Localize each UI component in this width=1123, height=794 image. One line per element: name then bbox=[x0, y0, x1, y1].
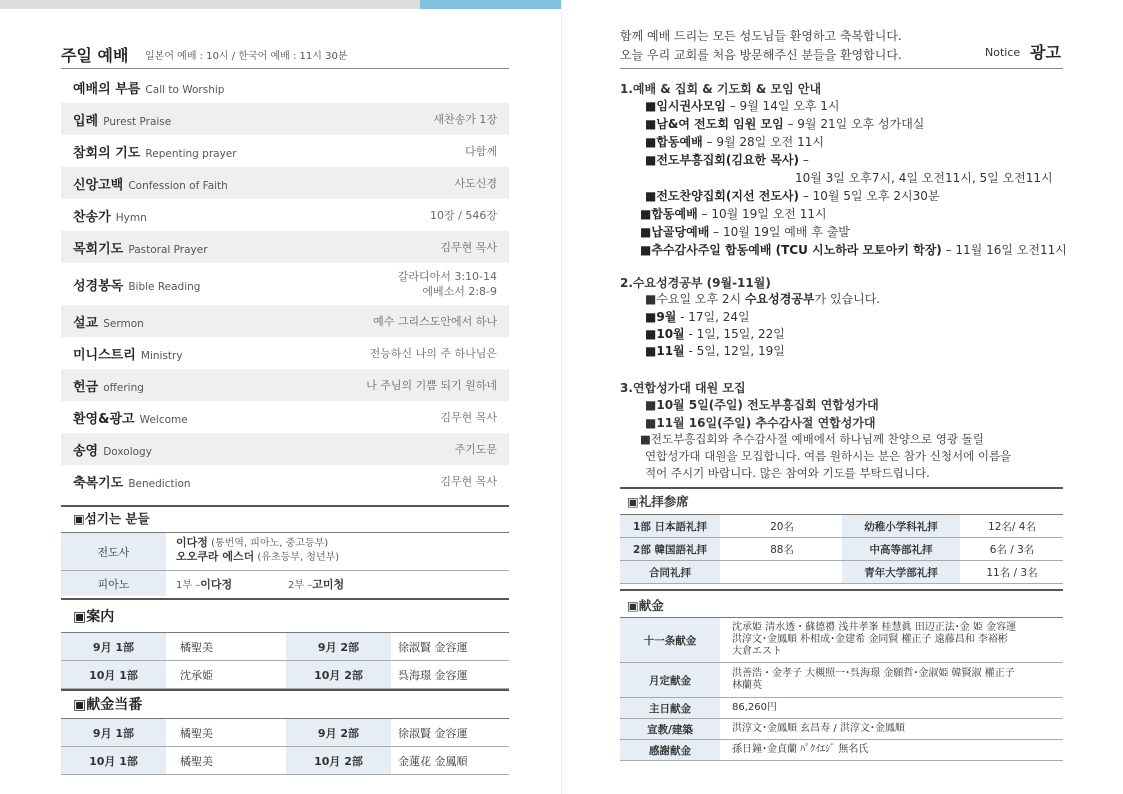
section-1-item-text: – bbox=[799, 153, 809, 167]
order-item-value-line: 예수 그리스도안에서 하나 bbox=[373, 314, 497, 328]
order-item-value-line: 에베소서 2:8-9 bbox=[422, 285, 497, 298]
section-1-item-text: – 10월 19일 오전 11시 bbox=[697, 207, 827, 221]
attendance-cell: 20名 bbox=[770, 520, 794, 533]
order-item-value-line: 김무현 목사 bbox=[440, 240, 497, 254]
donation-names bbox=[726, 618, 1062, 662]
attendance-cell: 11名 / 3名 bbox=[986, 566, 1038, 579]
section-1-item bbox=[640, 223, 850, 240]
order-item-value bbox=[440, 410, 497, 425]
roster-cell-b: 橘聖美 bbox=[180, 640, 213, 654]
worship-title: 주일 예배 bbox=[61, 46, 129, 65]
section-1-item-bold: ■추수감사주일 합동예배 (TCU 시노하라 모토아키 학장) bbox=[640, 243, 942, 257]
section-1-item-text: – 11월 16일 오전11시 bbox=[941, 243, 1067, 257]
attendance-cell bbox=[722, 561, 842, 583]
piano-label: 피아노 bbox=[61, 571, 166, 596]
attendance-cell: 6名 / 3名 bbox=[989, 543, 1035, 556]
order-item-english: Sermon bbox=[103, 317, 144, 330]
roster-cell-b: 沈承姫 bbox=[180, 668, 213, 682]
roster-cell-c: 10月 2部 bbox=[286, 661, 391, 688]
order-item-value bbox=[398, 269, 497, 299]
order-item-label bbox=[73, 344, 183, 363]
section-1-item bbox=[645, 97, 839, 114]
order-item-english: Bible Reading bbox=[128, 280, 201, 293]
section-2-item-bold: ■10월 bbox=[645, 327, 685, 341]
donation-line: 洪淳文･金鳳順 玄昌寿 / 洪淳文･金鳳順 bbox=[732, 723, 905, 734]
order-item-value-line: 사도신경 bbox=[454, 176, 497, 190]
duty-top-rule bbox=[61, 689, 509, 691]
section-1-item bbox=[640, 241, 1067, 258]
donation-title: ▣献金 bbox=[627, 598, 664, 613]
section-2-item-text: - 1일, 15일, 22일 bbox=[684, 327, 785, 341]
order-item-value bbox=[465, 144, 497, 159]
order-item-value-line: 전능하신 나의 주 하나님은 bbox=[369, 346, 497, 360]
attendance-cell: 合同礼拝 bbox=[620, 561, 720, 583]
order-item-name: 찬송가 bbox=[73, 209, 111, 225]
order-item-value-line: 새찬송가 1장 bbox=[433, 112, 497, 126]
donation-label: 感謝献金 bbox=[620, 740, 720, 760]
order-item-value bbox=[373, 314, 497, 329]
page-gutter bbox=[561, 0, 562, 794]
roster-cell-b: 橘聖美 bbox=[180, 726, 213, 740]
servers-title: ▣섬기는 분들 bbox=[73, 511, 150, 526]
attendance-top-rule bbox=[620, 487, 1063, 489]
preacher-1-note: (통번역, 피아노, 중고등부) bbox=[207, 538, 329, 549]
section-2-item bbox=[645, 308, 750, 325]
order-row bbox=[61, 433, 509, 465]
order-item-name: 목회기도 bbox=[73, 241, 124, 257]
preacher-2-note: (유초등부, 청년부) bbox=[254, 552, 340, 563]
section-1-item-bold: ■남&여 전도회 임원 모임 bbox=[645, 117, 784, 131]
section-2-item-bold: ■9월 bbox=[645, 310, 677, 324]
duty-title: ▣献金当番 bbox=[73, 697, 143, 713]
welcome-line-1: 함께 예배 드리는 모든 성도님들 환영하고 축복합니다. bbox=[620, 29, 902, 43]
attendance-cell: 12名/ 4名 bbox=[988, 520, 1036, 533]
donation-line: 孫日鐘･金貞蘭 ﾊﾟｸｲｴｼﾞ 無名氏 bbox=[732, 744, 869, 755]
order-row bbox=[61, 199, 509, 231]
order-item-value bbox=[454, 176, 497, 191]
order-item-name: 축복기도 bbox=[73, 475, 124, 491]
section-1-item-bold: ■납골당예배 bbox=[640, 225, 710, 239]
roster-cell-c: 9月 2部 bbox=[286, 719, 391, 746]
order-item-value bbox=[454, 442, 497, 457]
section-1-item bbox=[645, 115, 924, 132]
order-item-name: 헌금 bbox=[73, 379, 99, 395]
order-item-english: Hymn bbox=[115, 211, 147, 224]
donation-line: 洪淳文･金鳳順 朴相成･金建希 金同賢 權正子 遠藤昌和 李裕彬 bbox=[732, 634, 1008, 645]
section-1-item bbox=[645, 151, 809, 168]
s2-intro-b: 수요성경공부 bbox=[744, 292, 815, 306]
order-item-value-line: 다함께 bbox=[465, 144, 497, 158]
order-item-name: 예배의 부름 bbox=[73, 81, 141, 97]
order-item-english: Ministry bbox=[140, 349, 183, 362]
roster-cell-d: 呉海璟 金容運 bbox=[398, 668, 468, 682]
attendance-cell: 青年大学部礼拝 bbox=[842, 561, 960, 583]
preacher-1-name: 이다정 bbox=[176, 536, 208, 549]
guide-title: ▣案内 bbox=[73, 609, 115, 625]
attendance-cell: 幼稚小学科礼拝 bbox=[842, 515, 960, 537]
section-1-item-bold: ■합동예배 bbox=[645, 135, 703, 149]
order-item-english: Welcome bbox=[139, 413, 188, 426]
section-1-item bbox=[640, 205, 827, 222]
order-item-name: 환영&광고 bbox=[73, 411, 135, 427]
section-2-title: 2.수요성경공부 (9월-11월) bbox=[620, 276, 771, 290]
piano-2-name: 고미청 bbox=[312, 577, 345, 591]
piano-2-part-label: 2부 – bbox=[288, 580, 313, 591]
section-2-item-text: - 5일, 12일, 19일 bbox=[684, 344, 785, 358]
order-item-value bbox=[366, 378, 497, 393]
order-item-value-line: 10장 / 546장 bbox=[430, 208, 497, 222]
s2-intro-c: 가 있습니다. bbox=[814, 292, 881, 306]
order-item-label bbox=[73, 275, 200, 294]
roster-cell-d: 徐淑賢 金容運 bbox=[398, 726, 468, 740]
section-3-para-2: 연합성가대 대원을 모집합니다. 여름 원하시는 분은 참가 신청서에 이름을 bbox=[645, 449, 1012, 463]
donation-top-rule bbox=[620, 589, 1063, 591]
order-item-label bbox=[73, 376, 144, 395]
order-row bbox=[61, 135, 509, 167]
roster-divider bbox=[61, 774, 509, 775]
section-2-item bbox=[645, 325, 785, 342]
section-1-title: 1.예배 & 집회 & 기도회 & 모임 안내 bbox=[620, 82, 822, 96]
section-1-item-text: – 10월 5일 오후 2시30분 bbox=[799, 189, 940, 203]
order-row bbox=[61, 231, 509, 263]
section-3-bullet-2: ■11월 16일(주일) 추수감사절 연합성가대 bbox=[645, 416, 876, 430]
order-item-name: 참회의 기도 bbox=[73, 145, 141, 161]
order-item-name: 성경봉독 bbox=[73, 278, 124, 294]
order-item-english: Pastoral Prayer bbox=[128, 243, 208, 256]
section-1-item-bold: ■임시권사모임 bbox=[645, 99, 726, 113]
piano-1-name: 이다정 bbox=[200, 577, 233, 591]
order-item-value-line: 나 주님의 기쁨 되기 원하네 bbox=[366, 378, 497, 392]
notice-en: Notice bbox=[985, 46, 1021, 59]
section-1-item bbox=[645, 133, 824, 150]
order-row bbox=[61, 103, 509, 135]
section-1-item-text: – 10월 19일 예배 후 출발 bbox=[709, 225, 850, 239]
order-item-name: 미니스트리 bbox=[73, 347, 136, 363]
order-item-label bbox=[73, 312, 144, 331]
section-1-item-text: – 9월 21일 오후 성가대실 bbox=[783, 117, 925, 131]
attendance-cell: 2部 韓国語礼拝 bbox=[620, 538, 720, 560]
order-item-value-line: 주기도문 bbox=[454, 442, 497, 456]
preacher-label: 전도사 bbox=[61, 533, 166, 570]
order-item-value-line: 김무현 목사 bbox=[440, 410, 497, 424]
section-1-item-text: – 9월 28일 오전 11시 bbox=[702, 135, 824, 149]
order-item-value bbox=[440, 474, 497, 489]
donation-line: 林蘭英 bbox=[732, 680, 762, 691]
order-row bbox=[61, 369, 509, 401]
top-bar-right bbox=[562, 0, 982, 9]
donation-names bbox=[726, 740, 1062, 760]
donation-label: 十一条献金 bbox=[620, 618, 720, 662]
order-item-label bbox=[73, 440, 152, 459]
worship-times: 일본어 예배 : 10시 / 한국어 예배 : 11시 30분 bbox=[145, 51, 348, 62]
section-1-item bbox=[645, 187, 939, 204]
section-1-item bbox=[795, 169, 1053, 186]
preacher-names bbox=[176, 536, 506, 568]
roster-cell-d: 徐淑賢 金容運 bbox=[398, 640, 468, 654]
order-item-label bbox=[73, 472, 191, 491]
piano-part-2 bbox=[288, 571, 398, 596]
order-item-value-line: 갈라디아서 3:10-14 bbox=[397, 270, 497, 283]
section-2-item-bold: ■11월 bbox=[645, 344, 685, 358]
order-item-label bbox=[73, 174, 228, 193]
roster-cell-c: 10月 2部 bbox=[286, 747, 391, 774]
attendance-cell: 1部 日本語礼拝 bbox=[620, 515, 720, 537]
order-item-value bbox=[433, 112, 497, 127]
section-3-para-1: ■전도부흥집회와 추수감사절 예배에서 하나님께 찬양으로 영광 돌릴 bbox=[640, 432, 984, 446]
notice-title: 광고 bbox=[1030, 43, 1061, 62]
order-row bbox=[61, 71, 509, 103]
piano-part-1 bbox=[176, 571, 286, 596]
order-item-value bbox=[370, 346, 497, 361]
notice-header bbox=[620, 27, 1063, 69]
order-item-label bbox=[73, 142, 237, 161]
section-1-item-bold: ■합동예배 bbox=[640, 207, 698, 221]
top-accent-bar-right bbox=[982, 0, 1123, 9]
donation-line: 86,260円 bbox=[732, 702, 777, 713]
order-item-english: offering bbox=[103, 381, 144, 394]
s2-intro-a: ■수요일 오후 2시 bbox=[645, 292, 745, 306]
donation-label: 宣教/建築 bbox=[620, 719, 720, 739]
roster-cell-d: 金蓮花 金鳳順 bbox=[398, 754, 468, 768]
order-item-english: Confession of Faith bbox=[128, 179, 228, 192]
order-item-name: 입례 bbox=[73, 113, 99, 129]
attendance-cell: 中高等部礼拝 bbox=[842, 538, 960, 560]
order-item-name: 설교 bbox=[73, 315, 99, 331]
order-item-label bbox=[73, 206, 147, 225]
section-3-para-3: 적어 주시기 바랍니다. 많은 참여와 기도를 부탁드립니다. bbox=[645, 466, 930, 480]
attendance-divider bbox=[620, 583, 1063, 584]
order-item-english: Call to Worship bbox=[145, 83, 225, 96]
order-item-name: 송영 bbox=[73, 443, 99, 459]
donation-names bbox=[726, 698, 1062, 718]
order-row bbox=[61, 401, 509, 433]
order-item-english: Purest Praise bbox=[103, 115, 172, 128]
order-row bbox=[61, 167, 509, 199]
donation-names bbox=[726, 719, 1062, 739]
roster-cell-a: 10月 1部 bbox=[61, 747, 166, 774]
section-1-item-text: 10월 3일 오후7시, 4일 오전11시, 5일 오전11시 bbox=[795, 171, 1053, 185]
order-item-value bbox=[440, 240, 497, 255]
donation-label: 主日献金 bbox=[620, 698, 720, 718]
roster-cell-c: 9月 2部 bbox=[286, 633, 391, 660]
order-row bbox=[61, 337, 509, 369]
section-1-item-bold: ■전도찬양집회(지선 전도사) bbox=[645, 189, 799, 203]
section-2-intro bbox=[645, 290, 880, 307]
roster-cell-b: 橘聖美 bbox=[180, 754, 213, 768]
guide-top-rule bbox=[61, 598, 509, 600]
welcome-line-2: 오늘 우리 교회를 처음 방문해주신 분들을 환영합니다. bbox=[620, 48, 902, 62]
order-item-name: 신앙고백 bbox=[73, 177, 124, 193]
order-item-label bbox=[73, 238, 208, 257]
piano-1-part-label: 1부 – bbox=[176, 580, 201, 591]
roster-cell-a: 9月 1部 bbox=[61, 633, 166, 660]
donation-line: 洪善浩・金孝子 大槻照一･呉海璟 金願哲･金淑姫 韓賢淑 權正子 bbox=[732, 668, 1015, 679]
order-row bbox=[61, 305, 509, 337]
donation-divider bbox=[620, 760, 1063, 761]
order-row bbox=[61, 263, 509, 305]
roster-cell-a: 9月 1部 bbox=[61, 719, 166, 746]
section-1-item-text: – 9월 14일 오후 1시 bbox=[725, 99, 840, 113]
worship-header bbox=[61, 43, 509, 69]
attendance-title: ▣礼拝参席 bbox=[627, 494, 689, 509]
order-item-value-line: 김무현 목사 bbox=[440, 474, 497, 488]
donation-label: 月定献金 bbox=[620, 663, 720, 697]
preacher-2-name: 오오쿠라 에스더 bbox=[176, 550, 255, 563]
top-accent-bar bbox=[420, 0, 561, 9]
donation-line: 沈承姫 清水透・蘇德禮 浅井孝峯 桂慧眞 田辺正法･金 姫 金容運 bbox=[732, 622, 1017, 633]
donation-names bbox=[726, 663, 1062, 697]
order-row bbox=[61, 465, 509, 497]
section-3-title: 3.연합성가대 대원 모집 bbox=[620, 381, 746, 395]
section-2-item bbox=[645, 342, 785, 359]
order-item-value bbox=[430, 208, 497, 223]
order-item-label bbox=[73, 110, 171, 129]
order-item-english: Repenting prayer bbox=[145, 147, 237, 160]
order-item-english: Doxology bbox=[103, 445, 152, 458]
order-item-label bbox=[73, 408, 188, 427]
roster-cell-a: 10月 1部 bbox=[61, 661, 166, 688]
order-item-english: Benediction bbox=[128, 477, 191, 490]
donation-line: 大倉エスト bbox=[732, 646, 782, 657]
section-2-item-text: - 17일, 24일 bbox=[676, 310, 750, 324]
attendance-cell: 88名 bbox=[770, 543, 794, 556]
order-item-label bbox=[73, 78, 224, 97]
section-3-bullet-1: ■10월 5일(주일) 전도부흥집회 연합성가대 bbox=[645, 398, 879, 412]
section-1-item-bold: ■전도부흥집회(김요한 목사) bbox=[645, 153, 799, 167]
